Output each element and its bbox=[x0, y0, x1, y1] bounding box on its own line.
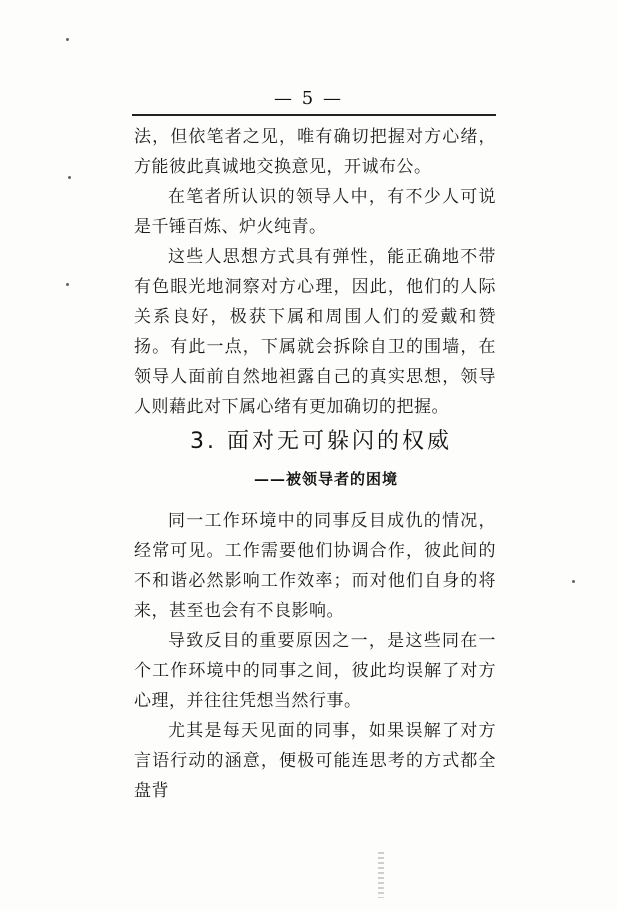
body-text-bottom bbox=[134, 506, 496, 806]
paragraph: 这些人思想方式具有弹性，能正确地不带有色眼光地洞察对方心理，因此，他们的人际关系良好，极获下属和周围人们的爱戴和赞扬。有此一点，下属就会拆除自卫的围墙，在领导人面前自然地袒露自己的真实思想，领导人则藉此对下属心绪有更加确切的把握。 bbox=[134, 247, 496, 417]
header-rule bbox=[132, 114, 496, 116]
paragraph: 法，但依笔者之见，唯有确切把握对方心绪，方能彼此真诚地交换意见，开诚布公。 bbox=[134, 127, 496, 177]
binding-mark bbox=[378, 852, 384, 898]
section-subtitle: ——被领导者的困境 bbox=[254, 470, 399, 488]
body-text-top bbox=[134, 122, 496, 422]
paragraph: 尤其是每天见面的同事，如果误解了对方言语行动的涵意，便极可能连思考的方式都全盘背 bbox=[134, 721, 496, 801]
scan-speck bbox=[66, 283, 69, 286]
section-title: 3. 面对无可躲闪的权威 bbox=[190, 429, 452, 454]
scan-speck bbox=[68, 176, 71, 179]
scan-speck bbox=[66, 38, 69, 41]
paragraph: 在笔者所认识的领导人中，有不少人可说是千锤百炼、炉火纯青。 bbox=[134, 187, 496, 237]
paragraph: 导致反目的重要原因之一，是这些同在一个工作环境中的同事之间，彼此均误解了对方心理，并往往凭想当然行事。 bbox=[134, 631, 496, 711]
page-number: — 5 — bbox=[274, 88, 343, 109]
paragraph: 同一工作环境中的同事反目成仇的情况，经常可见。工作需要他们协调合作，彼此间的不和谐必然影响工作效率；而对他们自身的将来，甚至也会有不良影响。 bbox=[134, 511, 496, 621]
scan-speck bbox=[572, 580, 575, 583]
